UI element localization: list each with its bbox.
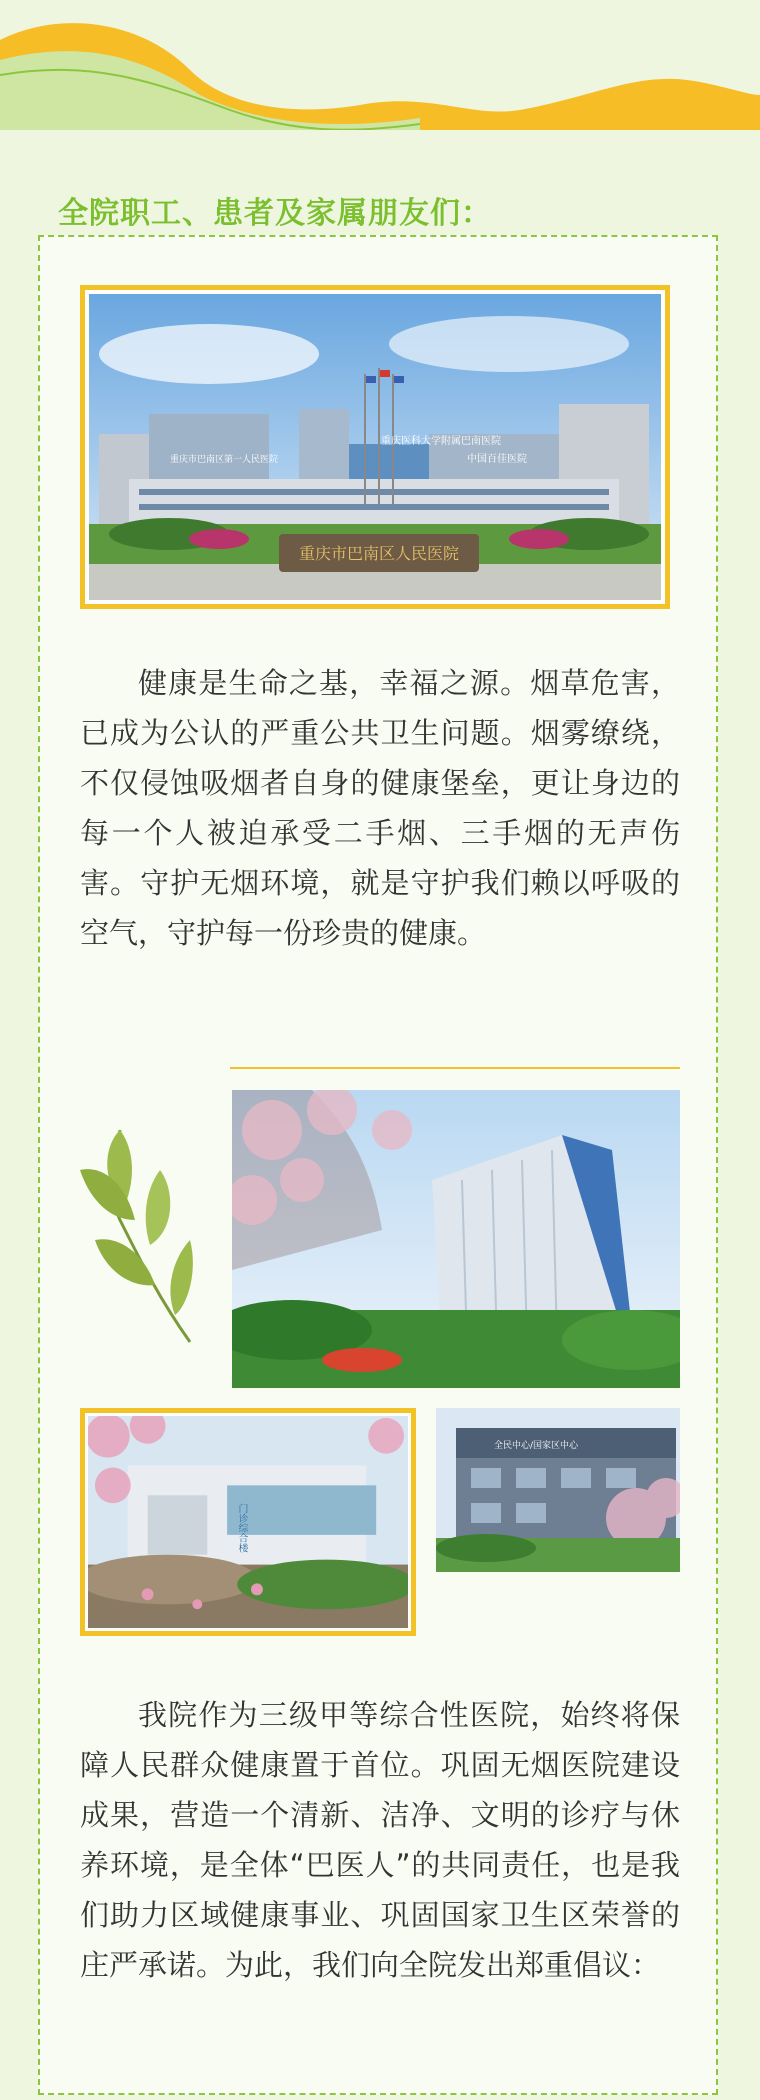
health-center-photo (436, 1408, 680, 1572)
center-sign: 全民中心/国家区中心 (493, 1441, 579, 1451)
leaf-icon (80, 1110, 200, 1350)
intro-paragraph: 健康是生命之基，幸福之源。烟草危害，已成为公认的严重公共卫生问题。烟雾缭绕，不仅侵蚀吸烟者自身的健康堡垒，更让身边的每一个人被迫承受二手烟、三手烟的无声伤害。守护无烟环境，就是守护我们赖以呼吸的空气，守护每一份珍贵的健康。 (80, 666, 680, 950)
commitment-paragraph: 我院作为三级甲等综合性医院，始终将保障人民群众健康置于首位。巩固无烟医院建设成果，营造一个清新、洁净、文明的诊疗与休养环境，是全体“巴医人”的共同责任，也是我们助力区域健康事业、巩固国家卫生区荣誉的庄严承诺。为此，我们向全院发出郑重倡议： (80, 1698, 680, 1982)
hospital-tower-photo (232, 1090, 680, 1388)
stone-inscription: 重庆市巴南区人民医院 (298, 544, 460, 563)
top-wave-decoration (0, 0, 760, 140)
yellow-divider (230, 1067, 680, 1069)
side-sign-right: 中国百佳医院 (467, 454, 527, 465)
side-sign-left: 重庆市巴南区第一人民医院 (169, 455, 279, 465)
hospital-main-building-photo (80, 285, 670, 609)
outpatient-building-photo (80, 1408, 416, 1636)
building-sign: 重庆医科大学附属巴南医院 (381, 436, 501, 447)
greeting-heading: 全院职工、患者及家属朋友们： (58, 196, 492, 231)
clinic-sign: 门诊综合楼 (236, 1503, 248, 1553)
